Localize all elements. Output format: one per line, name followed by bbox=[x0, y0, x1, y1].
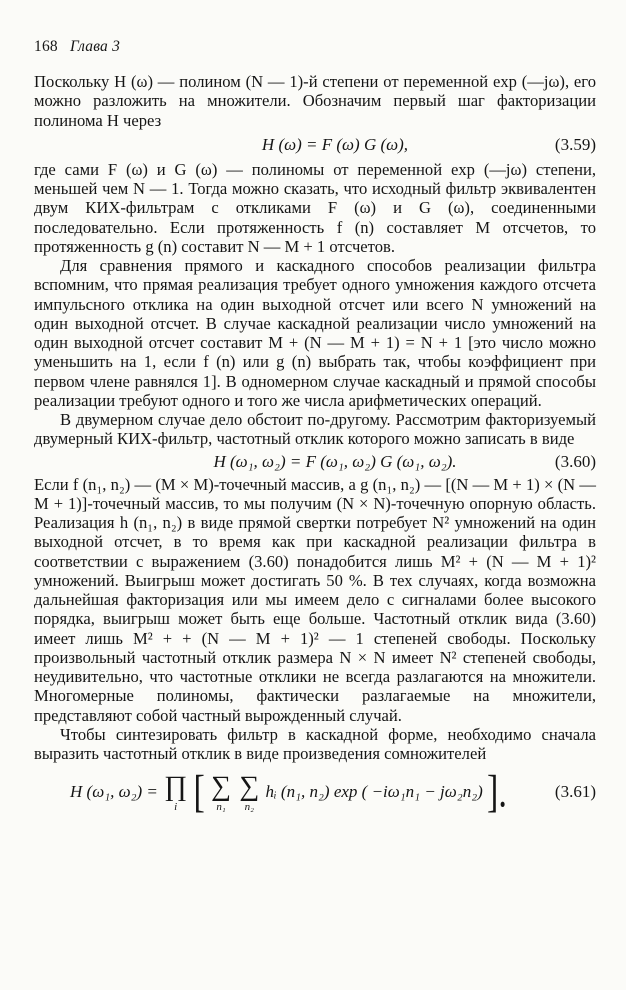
page-body bbox=[34, 72, 596, 821]
equation-3-60-number: (3.60) bbox=[554, 451, 596, 471]
equation-3-60-formula: H (ω₁, ω₂) = F (ω₁, ω₂) G (ω₁, ω₂). bbox=[213, 451, 457, 471]
paragraph-5: Если f (n₁, n₂) — (M × M)-точечный массив, а g (n₁, n₂) — [(N — M + 1) × (N — M + 1)]-точечный массив, то мы получим (N × N)-точечную опорную область. Реализация h (n₁, n₂) в виде прямой свертки потребует N² умножений на один выходной отсчет, в то время как при каскадной реализации фильтра в соответствии с выражением (3.60) понадобится лишь M² + (N — M + 1)² умножений. Выигрыш может достигать 50 %. В тех случаях, когда возможна дальнейшая факторизация или мы имеем дело с сигналами более высокого порядка, выигрыш может быть еще больше. Частотный отклик вида (3.60) имеет лишь M² + + (N — M + 1)² — 1 степеней свободы. Поскольку произвольный частотный отклик размера N × N имеет N² степеней свободы, неудивительно, что частотные отклики не всегда разлагаются на множители. Многомерные полиномы, фактически разлагаемые на множители, представляют собой частный вырожденный случай. bbox=[34, 474, 596, 725]
equation-3-60 bbox=[34, 449, 596, 475]
paragraph-4: В двумерном случае дело обстоит по-другому. Рассмотрим факторизуемый двумерный КИХ-фильтр, частотный отклик которого можно записать в виде bbox=[34, 410, 596, 449]
equation-3-61-lhs: H (ω₁, ω₂) = bbox=[70, 782, 158, 802]
page-number: 168 bbox=[34, 38, 58, 55]
open-bracket: [ bbox=[193, 767, 205, 818]
paragraph-6: Чтобы синтезировать фильтр в каскадной форме, необходимо сначала выразить частотный отклик в виде произведения сомножителей bbox=[34, 724, 596, 763]
equation-3-59-number: (3.59) bbox=[554, 134, 596, 154]
paragraph-1: Поскольку H (ω) — полином (N — 1)-й степени от переменной exp (—jω), его можно разложить на множители. Обозначим первый шаг факторизации полинома H через bbox=[34, 72, 596, 130]
equation-3-61 bbox=[34, 763, 596, 821]
chapter-title: Глава 3 bbox=[69, 38, 121, 55]
sum-operator-n1: ∑ n₁ bbox=[211, 771, 232, 814]
equation-3-59-formula: H (ω) = F (ω) G (ω), bbox=[261, 134, 409, 154]
equation-3-61-body: hᵢ (n₁, n₂) exp ( −iω₁n₁ − jω₂n₂) bbox=[265, 782, 483, 802]
paragraph-3: Для сравнения прямого и каскадного способов реализации фильтра вспомним, что прямая реализация требует одного умножения каждого отсчета импульсного отклика на один выходной отсчет или всего N умножений на один выходной отсчет. В случае каскадной реализации число умножений на один выходной отсчет составит M + (N — M + 1) = N + 1 [это число можно уменьшить на 1, если f (n) или g (n) выбрать так, чтобы коэффициент при первом члене равнялся 1]. В одномерном случае каскадный и прямой способы реализации требуют одного и того же числа арифметических операций. bbox=[34, 256, 596, 410]
equation-3-59 bbox=[34, 130, 596, 160]
product-operator: ∏ i bbox=[164, 771, 188, 814]
running-header bbox=[34, 38, 120, 56]
paragraph-2: где сами F (ω) и G (ω) — полиномы от переменной exp (—jω) степени, меньшей чем N — 1. Тогда можно сказать, что исходный фильтр эквивалентен двум КИХ-фильтрам с откликами F (ω) и G (ω), соединенными последовательно. Если протяженность f (n) составляет M отсчетов, то протяженность g (n) составит N — M + 1 отсчетов. bbox=[34, 159, 596, 256]
sum-operator-n2: ∑ n₂ bbox=[239, 771, 260, 814]
equation-3-61-formula bbox=[34, 763, 507, 821]
close-bracket: ]. bbox=[487, 767, 507, 818]
equation-3-61-number: (3.61) bbox=[554, 782, 596, 802]
